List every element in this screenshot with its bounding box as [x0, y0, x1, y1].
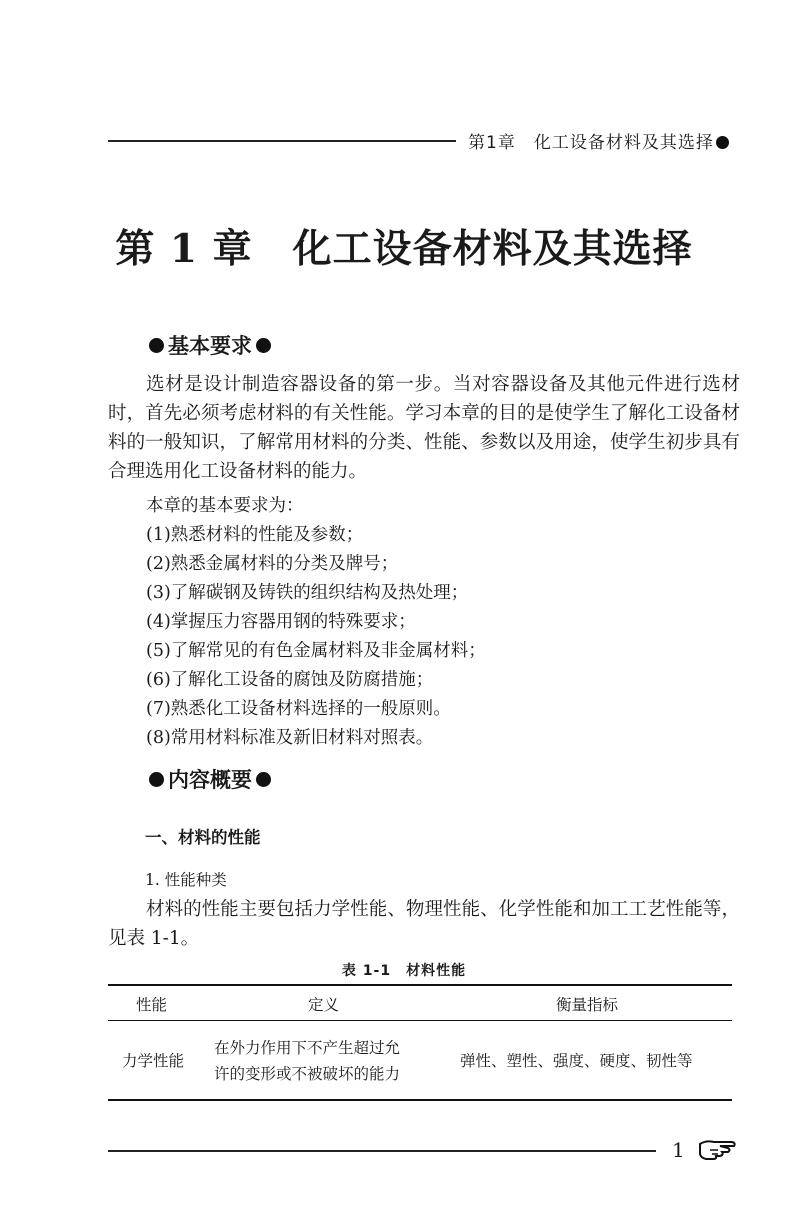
table-caption: 表 1-1 材料性能 — [341, 963, 467, 979]
summary-paragraph: 材料的性能主要包括力学性能、物理性能、化学性能和加工工艺性能等，见表 1-1。 — [108, 899, 740, 949]
requirement-item: (5)了解常见的有色金属材料及非金属材料； — [146, 641, 486, 661]
requirement-item: (3)了解碳钢及铸铁的组织结构及热处理； — [146, 583, 469, 603]
requirements-paragraph: 选材是设计制造容器设备的第一步。当对容器设备及其他元件进行选材时，首先必须考虑材料的有关性能。学习本章的目的是使学生了解化工设备材料的一般知识，了解常用材料的分类、性能、参数以及用途，使学生初步具有合理选用化工设备材料的能力。 — [108, 374, 740, 482]
table-rule-bottom — [108, 1099, 732, 1101]
chapter-title — [0, 218, 808, 274]
requirement-item: (8)常用材料标准及新旧材料对照表。 — [146, 728, 434, 748]
table-cell-definition: 在外力作用下不产生超过允 — [214, 1039, 401, 1057]
table-header-cell: 性能 — [136, 996, 168, 1014]
requirements-intro: 本章的基本要求为： — [146, 496, 304, 516]
running-header — [108, 128, 740, 154]
table-rule-mid — [108, 1020, 732, 1021]
bullet-dot-icon — [256, 772, 271, 787]
requirement-item: (7)熟悉化工设备材料选择的一般原则。 — [146, 699, 451, 719]
bullet-dot-icon — [256, 338, 271, 353]
table-header-cell: 衡量指标 — [556, 996, 619, 1014]
pointing-hand-icon — [698, 1138, 738, 1162]
chapter-name: 化工设备材料及其选择 — [292, 226, 693, 272]
table-header-cell: 定义 — [308, 996, 340, 1014]
bullet-dot-icon — [149, 338, 164, 353]
section-heading-summary: 内容概要 — [145, 764, 275, 794]
requirement-item: (4)掌握压力容器用钢的特殊要求； — [146, 612, 416, 632]
chapter-number: 第 1 章 — [115, 226, 253, 272]
subsubsection-heading: 1. 性能种类 — [145, 871, 227, 889]
section-heading-requirements: 基本要求 — [145, 330, 275, 360]
requirement-item: (1)熟悉材料的性能及参数； — [146, 525, 364, 545]
requirement-item: (2)熟悉金属材料的分类及牌号； — [146, 554, 399, 574]
footer-rule — [108, 1150, 656, 1152]
subsection-heading: 一、材料的性能 — [145, 828, 261, 847]
table-cell-definition: 许的变形或不被破坏的能力 — [214, 1065, 401, 1083]
page-number: 1 — [672, 1138, 685, 1162]
table-cell-metrics: 弹性、塑性、强度、硬度、韧性等 — [460, 1052, 693, 1070]
header-rule — [108, 140, 456, 142]
running-header-text: 第1章 化工设备材料及其选择 — [468, 128, 729, 153]
requirement-item: (6)了解化工设备的腐蚀及防腐措施； — [146, 670, 434, 690]
bullet-dot-icon — [716, 136, 729, 149]
table-cell-property: 力学性能 — [122, 1052, 185, 1070]
bullet-dot-icon — [149, 772, 164, 787]
table-rule-top — [108, 984, 732, 986]
